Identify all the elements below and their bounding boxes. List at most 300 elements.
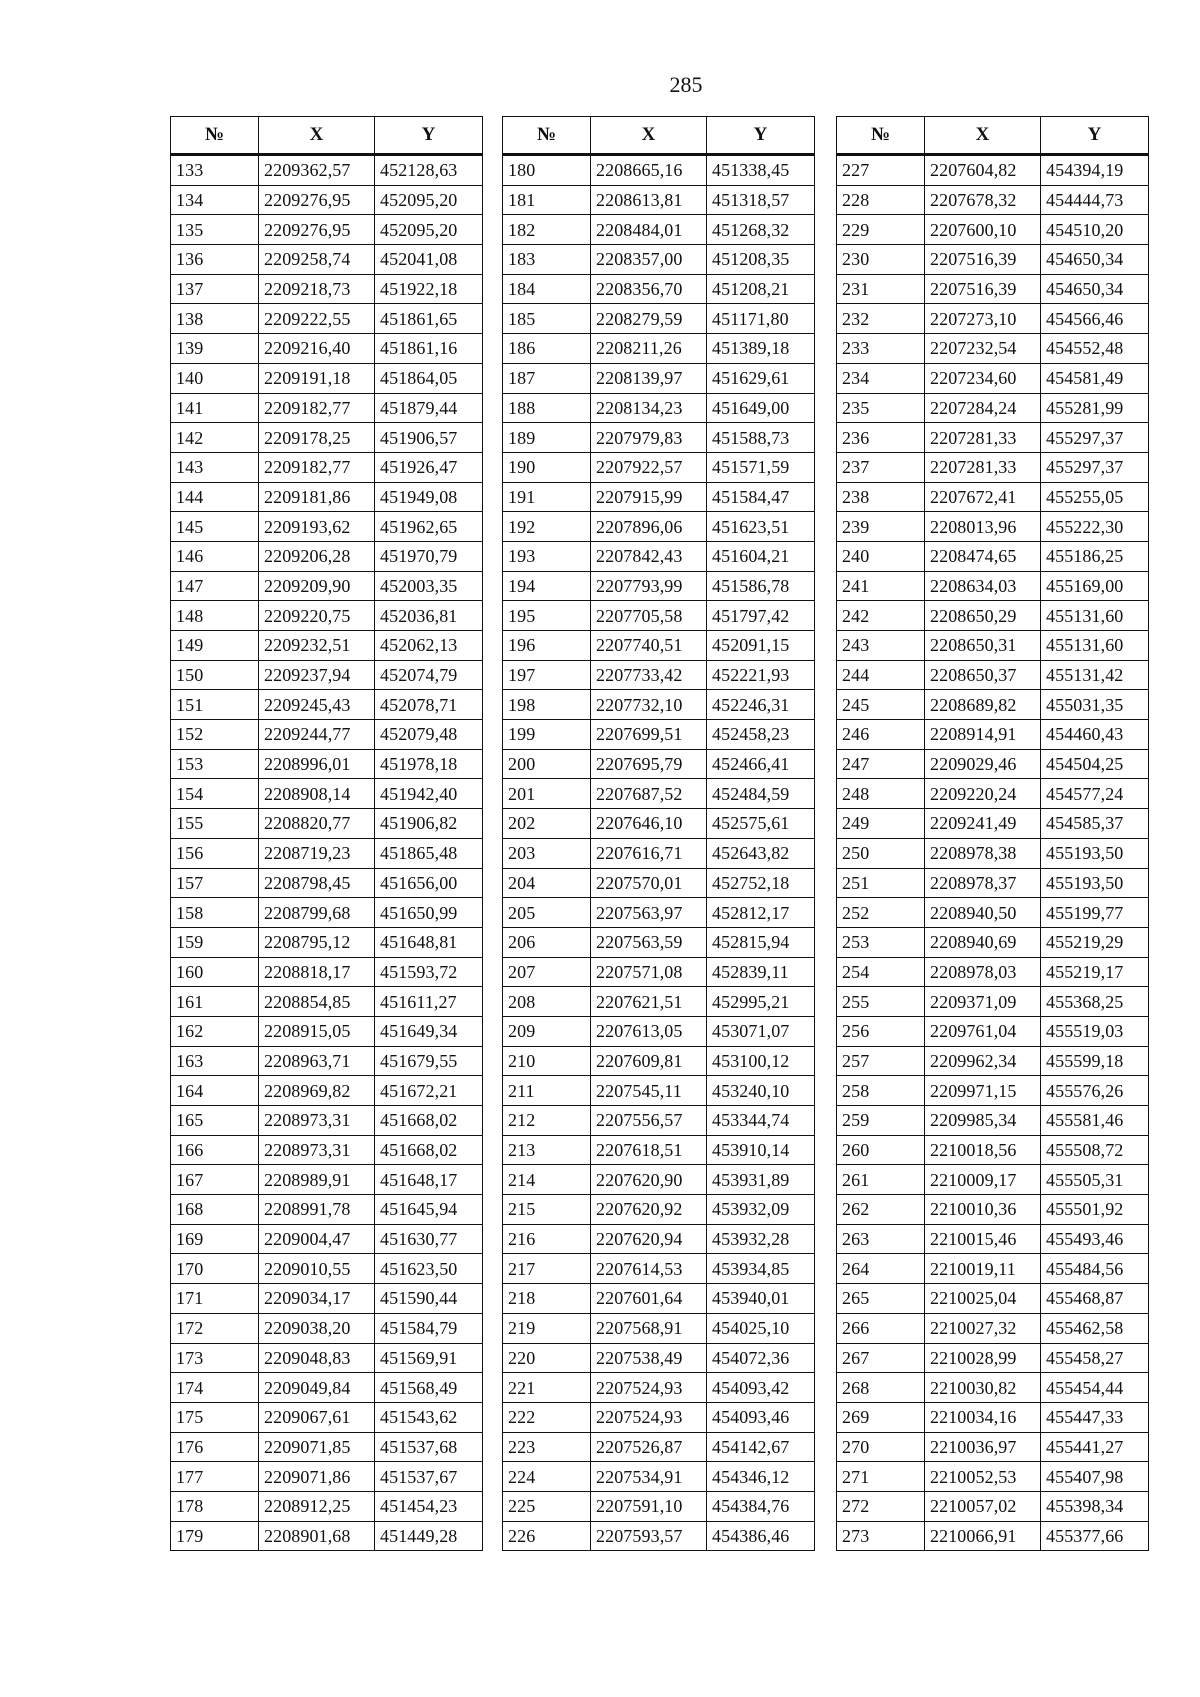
cell-x: 2209193,62 bbox=[259, 512, 375, 542]
header-number: № bbox=[503, 117, 591, 155]
cell-y: 455255,05 bbox=[1041, 482, 1149, 512]
cell-y: 454650,34 bbox=[1041, 245, 1149, 275]
cell-number: 222 bbox=[503, 1402, 591, 1432]
cell-x: 2208279,59 bbox=[591, 304, 707, 334]
cell-y: 451586,78 bbox=[707, 571, 815, 601]
cell-y: 452995,21 bbox=[707, 987, 815, 1017]
cell-y: 452246,31 bbox=[707, 690, 815, 720]
cell-y: 455219,17 bbox=[1041, 957, 1149, 987]
cell-x: 2207620,94 bbox=[591, 1224, 707, 1254]
table-row bbox=[503, 749, 815, 779]
table-row bbox=[837, 1491, 1149, 1521]
cell-x: 2208484,01 bbox=[591, 215, 707, 245]
cell-x: 2207915,99 bbox=[591, 482, 707, 512]
table-row bbox=[503, 868, 815, 898]
cell-y: 451922,18 bbox=[375, 274, 483, 304]
cell-number: 259 bbox=[837, 1106, 925, 1136]
cell-y: 455368,25 bbox=[1041, 987, 1149, 1017]
cell-number: 267 bbox=[837, 1343, 925, 1373]
table-row bbox=[503, 363, 815, 393]
cell-x: 2207571,08 bbox=[591, 957, 707, 987]
table-row bbox=[503, 512, 815, 542]
cell-number: 161 bbox=[171, 987, 259, 1017]
cell-number: 273 bbox=[837, 1521, 925, 1551]
cell-x: 2210019,11 bbox=[925, 1254, 1041, 1284]
cell-number: 240 bbox=[837, 541, 925, 571]
cell-number: 218 bbox=[503, 1284, 591, 1314]
cell-number: 249 bbox=[837, 809, 925, 839]
cell-y: 452458,23 bbox=[707, 720, 815, 750]
table-row bbox=[503, 334, 815, 364]
table-row bbox=[171, 898, 483, 928]
table-row bbox=[503, 1491, 815, 1521]
table-row bbox=[503, 987, 815, 1017]
table-row bbox=[171, 1491, 483, 1521]
cell-number: 189 bbox=[503, 423, 591, 453]
cell-y: 451537,67 bbox=[375, 1462, 483, 1492]
cell-number: 137 bbox=[171, 274, 259, 304]
cell-number: 177 bbox=[171, 1462, 259, 1492]
cell-x: 2208818,17 bbox=[259, 957, 375, 987]
cell-y: 454394,19 bbox=[1041, 155, 1149, 186]
cell-x: 2208940,50 bbox=[925, 898, 1041, 928]
cell-x: 2207646,10 bbox=[591, 809, 707, 839]
cell-y: 451864,05 bbox=[375, 363, 483, 393]
cell-y: 455199,77 bbox=[1041, 898, 1149, 928]
cell-number: 200 bbox=[503, 749, 591, 779]
cell-y: 451645,94 bbox=[375, 1195, 483, 1225]
cell-number: 171 bbox=[171, 1284, 259, 1314]
cell-number: 155 bbox=[171, 809, 259, 839]
cell-number: 213 bbox=[503, 1135, 591, 1165]
cell-number: 151 bbox=[171, 690, 259, 720]
cell-y: 451656,00 bbox=[375, 868, 483, 898]
cell-y: 455297,37 bbox=[1041, 452, 1149, 482]
table-row bbox=[171, 601, 483, 631]
cell-number: 166 bbox=[171, 1135, 259, 1165]
table-row bbox=[837, 1224, 1149, 1254]
cell-x: 2209178,25 bbox=[259, 423, 375, 453]
cell-y: 452128,63 bbox=[375, 155, 483, 186]
table-header-row bbox=[171, 117, 483, 155]
cell-y: 451623,50 bbox=[375, 1254, 483, 1284]
cell-x: 2208963,71 bbox=[259, 1046, 375, 1076]
cell-x: 2209962,34 bbox=[925, 1046, 1041, 1076]
cell-number: 251 bbox=[837, 868, 925, 898]
cell-y: 451949,08 bbox=[375, 482, 483, 512]
cell-x: 2208996,01 bbox=[259, 749, 375, 779]
cell-x: 2208211,26 bbox=[591, 334, 707, 364]
table-row bbox=[171, 631, 483, 661]
cell-x: 2209237,94 bbox=[259, 660, 375, 690]
table-row bbox=[837, 868, 1149, 898]
cell-y: 455297,37 bbox=[1041, 423, 1149, 453]
cell-x: 2207273,10 bbox=[925, 304, 1041, 334]
cell-x: 2209067,61 bbox=[259, 1402, 375, 1432]
cell-y: 451679,55 bbox=[375, 1046, 483, 1076]
cell-number: 244 bbox=[837, 660, 925, 690]
cell-number: 253 bbox=[837, 927, 925, 957]
cell-x: 2208613,81 bbox=[591, 185, 707, 215]
cell-y: 455501,92 bbox=[1041, 1195, 1149, 1225]
cell-y: 452091,15 bbox=[707, 631, 815, 661]
cell-number: 248 bbox=[837, 779, 925, 809]
table-row bbox=[503, 155, 815, 186]
cell-number: 225 bbox=[503, 1491, 591, 1521]
table-row bbox=[837, 1402, 1149, 1432]
cell-y: 451571,59 bbox=[707, 452, 815, 482]
table-row bbox=[503, 215, 815, 245]
cell-number: 266 bbox=[837, 1313, 925, 1343]
cell-number: 265 bbox=[837, 1284, 925, 1314]
cell-y: 451611,27 bbox=[375, 987, 483, 1017]
cell-x: 2208915,05 bbox=[259, 1016, 375, 1046]
table-row bbox=[503, 838, 815, 868]
cell-y: 451978,18 bbox=[375, 749, 483, 779]
cell-number: 170 bbox=[171, 1254, 259, 1284]
table-row bbox=[171, 1521, 483, 1551]
cell-number: 210 bbox=[503, 1046, 591, 1076]
cell-y: 451970,79 bbox=[375, 541, 483, 571]
cell-x: 2208854,85 bbox=[259, 987, 375, 1017]
cell-x: 2207896,06 bbox=[591, 512, 707, 542]
cell-number: 148 bbox=[171, 601, 259, 631]
cell-x: 2207695,79 bbox=[591, 749, 707, 779]
cell-y: 454577,24 bbox=[1041, 779, 1149, 809]
table-row bbox=[503, 720, 815, 750]
cell-number: 208 bbox=[503, 987, 591, 1017]
cell-y: 451629,61 bbox=[707, 363, 815, 393]
table-row bbox=[171, 423, 483, 453]
cell-y: 453071,07 bbox=[707, 1016, 815, 1046]
table-row bbox=[171, 779, 483, 809]
cell-number: 214 bbox=[503, 1165, 591, 1195]
table-row bbox=[837, 215, 1149, 245]
coordinate-table-3 bbox=[836, 116, 1149, 1551]
table-row bbox=[837, 690, 1149, 720]
cell-x: 2207621,51 bbox=[591, 987, 707, 1017]
cell-number: 192 bbox=[503, 512, 591, 542]
cell-y: 451338,45 bbox=[707, 155, 815, 186]
table-row bbox=[503, 1402, 815, 1432]
cell-y: 455493,46 bbox=[1041, 1224, 1149, 1254]
cell-x: 2209232,51 bbox=[259, 631, 375, 661]
table-row bbox=[837, 571, 1149, 601]
cell-number: 224 bbox=[503, 1462, 591, 1492]
cell-y: 455508,72 bbox=[1041, 1135, 1149, 1165]
table-body bbox=[837, 155, 1149, 1551]
cell-x: 2209244,77 bbox=[259, 720, 375, 750]
table-row bbox=[503, 809, 815, 839]
cell-number: 152 bbox=[171, 720, 259, 750]
cell-x: 2209220,75 bbox=[259, 601, 375, 631]
cell-x: 2210028,99 bbox=[925, 1343, 1041, 1373]
cell-number: 181 bbox=[503, 185, 591, 215]
cell-y: 451389,18 bbox=[707, 334, 815, 364]
cell-x: 2209258,74 bbox=[259, 245, 375, 275]
cell-number: 134 bbox=[171, 185, 259, 215]
table-row bbox=[503, 452, 815, 482]
cell-number: 255 bbox=[837, 987, 925, 1017]
cell-y: 451906,57 bbox=[375, 423, 483, 453]
table-row bbox=[503, 1076, 815, 1106]
cell-x: 2207733,42 bbox=[591, 660, 707, 690]
cell-y: 452079,48 bbox=[375, 720, 483, 750]
cell-x: 2208650,31 bbox=[925, 631, 1041, 661]
cell-number: 146 bbox=[171, 541, 259, 571]
cell-x: 2208912,25 bbox=[259, 1491, 375, 1521]
cell-number: 184 bbox=[503, 274, 591, 304]
cell-x: 2208978,37 bbox=[925, 868, 1041, 898]
cell-y: 451861,16 bbox=[375, 334, 483, 364]
cell-number: 191 bbox=[503, 482, 591, 512]
table-row bbox=[503, 1432, 815, 1462]
cell-x: 2207516,39 bbox=[925, 274, 1041, 304]
cell-x: 2207705,58 bbox=[591, 601, 707, 631]
cell-y: 455407,98 bbox=[1041, 1462, 1149, 1492]
table-row bbox=[837, 631, 1149, 661]
cell-x: 2208940,69 bbox=[925, 927, 1041, 957]
table-row bbox=[503, 1373, 815, 1403]
table-row bbox=[171, 1254, 483, 1284]
cell-number: 141 bbox=[171, 393, 259, 423]
cell-y: 455169,00 bbox=[1041, 571, 1149, 601]
cell-number: 235 bbox=[837, 393, 925, 423]
cell-y: 451584,79 bbox=[375, 1313, 483, 1343]
cell-x: 2208901,68 bbox=[259, 1521, 375, 1551]
table-row bbox=[837, 601, 1149, 631]
table-row bbox=[503, 185, 815, 215]
cell-number: 263 bbox=[837, 1224, 925, 1254]
cell-x: 2207740,51 bbox=[591, 631, 707, 661]
table-row bbox=[171, 541, 483, 571]
table-row bbox=[837, 838, 1149, 868]
cell-x: 2207534,91 bbox=[591, 1462, 707, 1492]
cell-x: 2208914,91 bbox=[925, 720, 1041, 750]
cell-number: 256 bbox=[837, 1016, 925, 1046]
cell-y: 452752,18 bbox=[707, 868, 815, 898]
cell-x: 2209245,43 bbox=[259, 690, 375, 720]
cell-x: 2208474,65 bbox=[925, 541, 1041, 571]
table-row bbox=[503, 1195, 815, 1225]
cell-y: 455599,18 bbox=[1041, 1046, 1149, 1076]
cell-x: 2208908,14 bbox=[259, 779, 375, 809]
cell-x: 2207793,99 bbox=[591, 571, 707, 601]
cell-y: 454384,76 bbox=[707, 1491, 815, 1521]
cell-y: 453240,10 bbox=[707, 1076, 815, 1106]
cell-number: 190 bbox=[503, 452, 591, 482]
table-row bbox=[171, 155, 483, 186]
table-row bbox=[171, 482, 483, 512]
table-row bbox=[503, 898, 815, 928]
table-row bbox=[837, 334, 1149, 364]
cell-y: 451593,72 bbox=[375, 957, 483, 987]
table-row bbox=[503, 631, 815, 661]
table-row bbox=[837, 1016, 1149, 1046]
cell-number: 201 bbox=[503, 779, 591, 809]
cell-x: 2210036,97 bbox=[925, 1432, 1041, 1462]
cell-x: 2208978,38 bbox=[925, 838, 1041, 868]
header-x: X bbox=[591, 117, 707, 155]
cell-x: 2210010,36 bbox=[925, 1195, 1041, 1225]
cell-x: 2207600,10 bbox=[925, 215, 1041, 245]
cell-y: 451630,77 bbox=[375, 1224, 483, 1254]
table-row bbox=[171, 987, 483, 1017]
cell-y: 454386,46 bbox=[707, 1521, 815, 1551]
cell-x: 2208357,00 bbox=[591, 245, 707, 275]
header-y: Y bbox=[1041, 117, 1149, 155]
cell-number: 154 bbox=[171, 779, 259, 809]
cell-number: 261 bbox=[837, 1165, 925, 1195]
cell-x: 2207563,97 bbox=[591, 898, 707, 928]
cell-x: 2207234,60 bbox=[925, 363, 1041, 393]
cell-x: 2209222,55 bbox=[259, 304, 375, 334]
cell-number: 167 bbox=[171, 1165, 259, 1195]
cell-y: 455131,60 bbox=[1041, 631, 1149, 661]
table-row bbox=[503, 1046, 815, 1076]
cell-x: 2207526,87 bbox=[591, 1432, 707, 1462]
cell-x: 2207614,53 bbox=[591, 1254, 707, 1284]
table-row bbox=[171, 838, 483, 868]
table-row bbox=[171, 1224, 483, 1254]
cell-y: 451648,17 bbox=[375, 1165, 483, 1195]
table-row bbox=[171, 1402, 483, 1432]
table-row bbox=[503, 779, 815, 809]
cell-y: 451668,02 bbox=[375, 1135, 483, 1165]
table-row bbox=[837, 1313, 1149, 1343]
table-row bbox=[837, 779, 1149, 809]
table-row bbox=[171, 720, 483, 750]
cell-y: 455581,46 bbox=[1041, 1106, 1149, 1136]
cell-number: 230 bbox=[837, 245, 925, 275]
cell-x: 2207687,52 bbox=[591, 779, 707, 809]
cell-y: 451906,82 bbox=[375, 809, 483, 839]
cell-x: 2207524,93 bbox=[591, 1402, 707, 1432]
cell-number: 138 bbox=[171, 304, 259, 334]
cell-x: 2208719,23 bbox=[259, 838, 375, 868]
cell-y: 451537,68 bbox=[375, 1432, 483, 1462]
cell-x: 2210015,46 bbox=[925, 1224, 1041, 1254]
cell-number: 221 bbox=[503, 1373, 591, 1403]
table-row bbox=[171, 1016, 483, 1046]
cell-x: 2208650,37 bbox=[925, 660, 1041, 690]
cell-y: 455398,34 bbox=[1041, 1491, 1149, 1521]
cell-number: 168 bbox=[171, 1195, 259, 1225]
cell-x: 2207842,43 bbox=[591, 541, 707, 571]
cell-number: 264 bbox=[837, 1254, 925, 1284]
table-row bbox=[837, 1462, 1149, 1492]
cell-x: 2209362,57 bbox=[259, 155, 375, 186]
cell-y: 451623,51 bbox=[707, 512, 815, 542]
cell-x: 2209048,83 bbox=[259, 1343, 375, 1373]
cell-number: 143 bbox=[171, 452, 259, 482]
cell-y: 453910,14 bbox=[707, 1135, 815, 1165]
cell-y: 451208,21 bbox=[707, 274, 815, 304]
cell-y: 454142,67 bbox=[707, 1432, 815, 1462]
table-body bbox=[171, 155, 483, 1551]
cell-y: 451668,02 bbox=[375, 1106, 483, 1136]
table-row bbox=[171, 571, 483, 601]
cell-y: 455454,44 bbox=[1041, 1373, 1149, 1403]
cell-x: 2207616,71 bbox=[591, 838, 707, 868]
table-row bbox=[171, 868, 483, 898]
cell-y: 454093,42 bbox=[707, 1373, 815, 1403]
table-row bbox=[837, 660, 1149, 690]
table-row bbox=[837, 541, 1149, 571]
cell-x: 2207672,41 bbox=[925, 482, 1041, 512]
cell-number: 206 bbox=[503, 927, 591, 957]
cell-x: 2210034,16 bbox=[925, 1402, 1041, 1432]
cell-number: 150 bbox=[171, 660, 259, 690]
cell-x: 2207568,91 bbox=[591, 1313, 707, 1343]
table-body bbox=[503, 155, 815, 1551]
cell-x: 2210025,04 bbox=[925, 1284, 1041, 1314]
cell-y: 455131,60 bbox=[1041, 601, 1149, 631]
cell-y: 453931,89 bbox=[707, 1165, 815, 1195]
header-x: X bbox=[925, 117, 1041, 155]
table-row bbox=[837, 1076, 1149, 1106]
cell-number: 198 bbox=[503, 690, 591, 720]
cell-x: 2208013,96 bbox=[925, 512, 1041, 542]
cell-x: 2207601,64 bbox=[591, 1284, 707, 1314]
cell-y: 451649,00 bbox=[707, 393, 815, 423]
cell-number: 174 bbox=[171, 1373, 259, 1403]
cell-x: 2208689,82 bbox=[925, 690, 1041, 720]
table-row bbox=[171, 1373, 483, 1403]
cell-number: 187 bbox=[503, 363, 591, 393]
cell-number: 231 bbox=[837, 274, 925, 304]
cell-x: 2208799,68 bbox=[259, 898, 375, 928]
table-row bbox=[503, 1313, 815, 1343]
cell-x: 2208978,03 bbox=[925, 957, 1041, 987]
table-row bbox=[171, 1046, 483, 1076]
cell-x: 2209206,28 bbox=[259, 541, 375, 571]
cell-y: 455468,87 bbox=[1041, 1284, 1149, 1314]
cell-number: 238 bbox=[837, 482, 925, 512]
cell-y: 451650,99 bbox=[375, 898, 483, 928]
cell-y: 452062,13 bbox=[375, 631, 483, 661]
cell-y: 451584,47 bbox=[707, 482, 815, 512]
cell-y: 452078,71 bbox=[375, 690, 483, 720]
cell-y: 455484,56 bbox=[1041, 1254, 1149, 1284]
cell-y: 455193,50 bbox=[1041, 868, 1149, 898]
table-row bbox=[837, 452, 1149, 482]
cell-x: 2208991,78 bbox=[259, 1195, 375, 1225]
table-row bbox=[171, 363, 483, 393]
cell-number: 226 bbox=[503, 1521, 591, 1551]
cell-number: 176 bbox=[171, 1432, 259, 1462]
cell-y: 455576,26 bbox=[1041, 1076, 1149, 1106]
table-row bbox=[503, 957, 815, 987]
cell-number: 162 bbox=[171, 1016, 259, 1046]
cell-x: 2207516,39 bbox=[925, 245, 1041, 275]
cell-x: 2210066,91 bbox=[925, 1521, 1041, 1551]
table-row bbox=[837, 423, 1149, 453]
table-row bbox=[837, 274, 1149, 304]
table-row bbox=[171, 1076, 483, 1106]
cell-y: 455505,31 bbox=[1041, 1165, 1149, 1195]
cell-y: 453344,74 bbox=[707, 1106, 815, 1136]
cell-y: 455219,29 bbox=[1041, 927, 1149, 957]
cell-number: 247 bbox=[837, 749, 925, 779]
cell-x: 2207678,32 bbox=[925, 185, 1041, 215]
cell-x: 2207620,90 bbox=[591, 1165, 707, 1195]
table-row bbox=[171, 1432, 483, 1462]
table-header-row bbox=[837, 117, 1149, 155]
header-number: № bbox=[837, 117, 925, 155]
table-row bbox=[837, 1432, 1149, 1462]
cell-x: 2207922,57 bbox=[591, 452, 707, 482]
